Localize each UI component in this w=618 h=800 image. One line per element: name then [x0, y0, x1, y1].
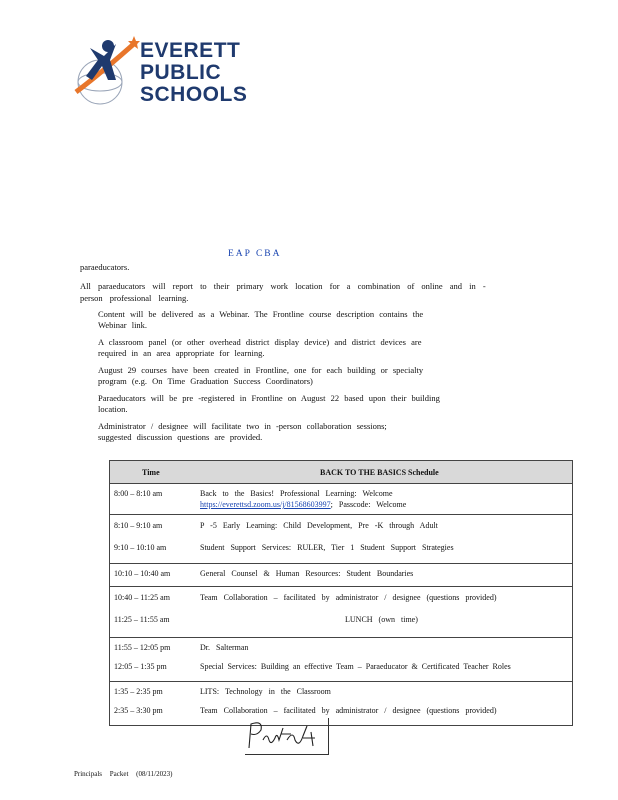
bullet-line-1: Content will be delivered as a Webinar. The Frontline course description contains the: [98, 309, 424, 319]
description-cell: General Counsel & Human Resources: Student Boundaries: [200, 569, 414, 578]
table-row: [110, 654, 572, 662]
logo-line-1: EVERETT: [140, 39, 241, 62]
paragraph-line-2: person professional learning.: [80, 293, 189, 303]
time-cell: 10:40 – 11:25 am: [114, 593, 170, 602]
signature-scribble-icon: [245, 718, 325, 752]
description-cell: Dr. Salterman: [200, 643, 249, 652]
bullet-line-2: suggested discussion questions are provided.: [98, 432, 263, 442]
table-row-group: [110, 682, 572, 725]
description-cell: Team Collaboration – facilitated by administrator / designee (questions provided): [200, 706, 497, 715]
bullet-line-2: Webinar link.: [98, 320, 148, 330]
zoom-link[interactable]: https://everettsd.zoom.us/j/81568603997: [200, 500, 331, 509]
signature: [245, 718, 329, 755]
bullet-line-1: Paraeducators will be pre -registered in Frontline on August 22 based upon their building: [98, 393, 440, 403]
table-row: [110, 489, 572, 500]
description-cell: P -5 Early Learning: Child Development, Pre -K through Adult: [200, 521, 438, 530]
table-row: [110, 615, 572, 626]
bullet-line-1: Administrator / designee will facilitate two in -person collaboration sessions;: [98, 421, 387, 431]
schedule-table: [109, 460, 573, 726]
table-header: [110, 461, 572, 484]
column-header-schedule: BACK TO THE BASICS Schedule: [320, 468, 439, 477]
table-row: [110, 604, 572, 615]
table-row: [110, 593, 572, 604]
time-cell: 9:10 – 10:10 am: [114, 543, 167, 552]
heading: EAP CBA: [228, 249, 282, 259]
everett-public-schools-logo: [70, 34, 260, 114]
passcode-text: ; Passcode: Welcome: [330, 500, 407, 509]
time-cell: 11:55 – 12:05 pm: [114, 643, 171, 652]
description-cell: Special Services: Building an effective Team – Paraeducator & Certificated Teacher Roles: [200, 662, 511, 671]
table-row: [110, 687, 572, 698]
table-row-group: [110, 515, 572, 564]
footer-text: Principals Packet (08/11/2023): [74, 770, 173, 778]
description-cell: Team Collaboration – facilitated by administrator / designee (questions provided): [200, 593, 497, 602]
table-row: [110, 698, 572, 706]
table-row: [110, 521, 572, 532]
column-header-time: Time: [142, 468, 160, 477]
description-cell: LITS: Technology in the Classroom: [200, 687, 331, 696]
table-row-group: [110, 564, 572, 587]
description-cell: [200, 500, 406, 509]
table-row-group: [110, 638, 572, 682]
time-cell: 12:05 – 1:35 pm: [114, 662, 167, 671]
table-row-group: [110, 484, 572, 515]
table-row: [110, 706, 572, 717]
time-cell: 8:10 – 9:10 am: [114, 521, 163, 530]
table-row: [110, 643, 572, 654]
bullet-line-2: required in an area appropriate for learning.: [98, 348, 265, 358]
description-cell: Back to the Basics! Professional Learning: Welcome: [200, 489, 393, 498]
time-cell: 1:35 – 2:35 pm: [114, 687, 163, 696]
time-cell: 10:10 – 10:40 am: [114, 569, 171, 578]
logo-line-2: PUBLIC: [140, 61, 222, 84]
table-row: [110, 543, 572, 554]
table-row: [110, 662, 572, 673]
paragraph-line-1: All paraeducators will report to their primary work location for a combination of online and in -: [80, 281, 486, 291]
logo-line-3: SCHOOLS: [140, 83, 248, 106]
table-row: [110, 500, 572, 511]
table-row: [110, 569, 572, 580]
bullet-line-1: August 29 courses have been created in Frontline, one for each building or specialty: [98, 365, 424, 375]
table-row-group: [110, 587, 572, 638]
table-row: [110, 532, 572, 543]
bullet-line-2: location.: [98, 404, 128, 414]
time-cell: 8:00 – 8:10 am: [114, 489, 163, 498]
description-cell: Student Support Services: RULER, Tier 1 Student Support Strategies: [200, 543, 454, 552]
logo-swoosh-icon: [70, 34, 140, 114]
bullet-line-2: program (e.g. On Time Graduation Success Coordinators): [98, 376, 313, 386]
intro-fragment: paraeducators.: [80, 262, 130, 272]
time-cell: 2:35 – 3:30 pm: [114, 706, 163, 715]
lunch-cell: LUNCH (own time): [345, 615, 418, 624]
time-cell: 11:25 – 11:55 am: [114, 615, 170, 624]
bullet-line-1: A classroom panel (or other overhead district display device) and district devices are: [98, 337, 422, 347]
